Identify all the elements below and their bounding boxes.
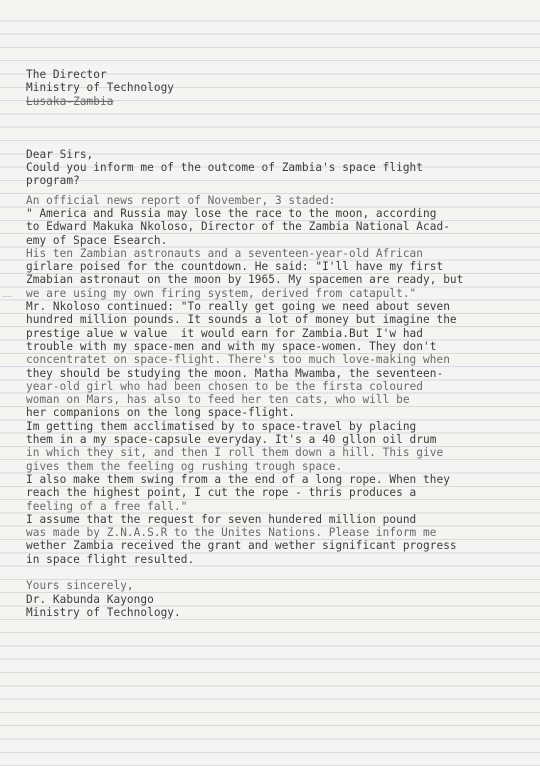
address-line: Ministry of Technology [26,81,175,95]
question-line: Could you inform me of the outcome of Zambia's space flight [26,161,424,175]
question-line: program? [26,174,80,188]
address-line: The Director [26,68,107,81]
body-line: in space flight resulted. [26,552,195,566]
body-line: prestige alue w value it would earn for Zambia.But I'w had [26,326,424,340]
body-line: was made by Z.N.A.S.R to the Unites Nations. Please inform me [26,526,437,540]
signer-name: Dr. Kabunda Kayongo [26,592,154,606]
letter-body [26,194,526,566]
body-line: girlare poised for the countdown. He said: "I'll have my first [26,260,444,274]
letter-text [26,68,526,619]
body-line: in which they sit, and then I roll them down a hill. This give [26,446,444,460]
body-line: emy of Space Esearch. [26,233,168,247]
body-line: I assume that the request for seven hundered million pound [26,512,417,526]
body-line: His ten Zambian astronauts and a seventeen-year-old African [26,246,424,260]
body-line: wether Zambia received the grant and wether significant progress [26,539,457,553]
opening-question [26,161,526,188]
body-line: they should be studying the moon. Matha Mwamba, the seventeen- [26,366,444,380]
body-line: feeling of a free fall." [26,499,188,513]
closing-line: Yours sincerely, [26,579,134,593]
body-line: hundred million pounds. It sounds a lot of money but imagine the [26,313,457,327]
body-line: I also make them swing from a the end of a long rope. When they [26,472,450,486]
body-line: Zmabian astronaut on the moon by 1965. My spacemen are ready, but [26,273,464,287]
body-line: concentratet on space-flight. There's too much love-making when [26,353,450,367]
paper-margin [0,0,14,766]
body-line: Im getting them acclimatised by to space-travel by placing [26,419,417,433]
body-line: woman on Mars, has also to feed her ten cats, who will be [26,393,410,407]
body-line: An official news report of November, 3 staded: [26,193,336,207]
salutation: Dear Sirs, [26,147,94,161]
body-line: her companions on the long space-flight. [26,406,296,420]
body-line: Mr. Nkoloso continued: "To really get going we need about seven [26,300,450,314]
body-line: gives them the feeling og rushing trough space. [26,459,343,473]
body-line: reach the highest point, I cut the rope - thris produces a [26,486,417,500]
body-line: we are using my own firing system, derived from catapult." [26,286,417,300]
body-line: them in a my space-capsule everyday. It's a 40 gllon oil drum [26,433,437,447]
body-line: to Edward Makuka Nkoloso, Director of the Zambia National Acad- [26,220,450,234]
body-line: trouble with my space-men and with my space-women. They don't [26,339,437,353]
recipient-address [26,68,526,108]
address-line: Lusaka-Zambia [26,94,114,108]
signer-affiliation: Ministry of Technology. [26,605,181,619]
signature-block [26,579,526,619]
body-line: year-old girl who had been chosen to be the firsta coloured [26,379,424,393]
body-line: " America and Russia may lose the race to the moon, according [26,206,437,220]
